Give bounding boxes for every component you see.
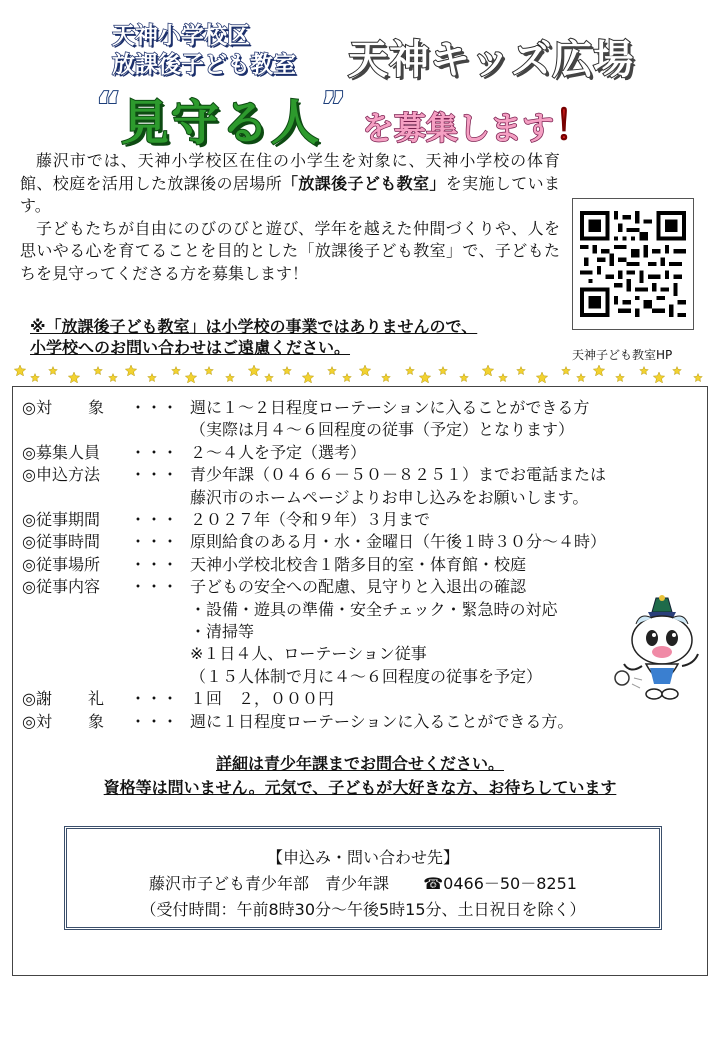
star-icon: [439, 367, 448, 375]
star-icon: [94, 367, 103, 375]
detail-row-reward: [22, 688, 702, 710]
main-headline: [96, 84, 656, 150]
qr-code[interactable]: [572, 198, 694, 330]
detail-value: 子どもの安全への配慮、見守りと入退出の確認: [190, 577, 527, 597]
detail-label: ◎従事時間: [22, 532, 100, 552]
closing-line-2: 資格等は問いません。元気で、子どもが大好きな方、お待ちしています: [103, 778, 617, 797]
detail-separator: ・・・: [130, 510, 179, 530]
detail-value: 原則給食のある月・水・金曜日（午後１時３０分～４時）: [190, 532, 607, 552]
star-icon: [406, 367, 415, 375]
star-icon: [172, 367, 181, 375]
contact-title: 【申込み・問い合わせ先】: [266, 848, 459, 867]
quote-close: ”: [321, 84, 346, 128]
detail-separator: ・・・: [130, 711, 179, 731]
detail-value: 週に１日程度ローテーションに入ることができる方。: [190, 711, 574, 731]
star-icon: [673, 367, 682, 375]
detail-value: ２～４人を予定（選考）: [190, 442, 367, 462]
star-icon: [359, 365, 370, 376]
header-area-label: [112, 22, 344, 80]
star-icon: [653, 372, 664, 383]
closing-line-1: 詳細は青少年課までお問合せください。: [215, 754, 504, 773]
contact-org-line: [67, 871, 659, 897]
stars-divider: [12, 362, 708, 388]
contact-org: 藤沢市子ども青少年部 青少年課: [149, 874, 390, 893]
star-icon: [148, 374, 157, 382]
detail-value: １回 ２，０００円: [190, 689, 335, 709]
headline-text: 見守る人: [120, 95, 321, 151]
detail-separator: ・・・: [130, 442, 179, 462]
recruit-text: を募集します: [361, 109, 554, 147]
star-icon: [302, 372, 313, 383]
star-icon: [499, 374, 508, 382]
detail-label: ◎募集人員: [22, 442, 100, 462]
star-icon: [49, 367, 58, 375]
star-icon: [283, 367, 292, 375]
star-icon: [226, 374, 235, 382]
detail-label: ◎従事期間: [22, 510, 100, 530]
star-icon: [616, 374, 625, 382]
detail-sub: （実際は月４～６回程度の従事（予定）となります）: [190, 420, 575, 440]
recruitment-details: [22, 397, 702, 733]
contact-hours: （受付時間：午前8時30分～午後5時15分、土日祝日を除く）: [140, 900, 586, 919]
notice-text: [30, 316, 570, 358]
star-icon: [460, 374, 469, 382]
star-icon: [328, 367, 337, 375]
detail-row-target: [22, 397, 702, 419]
detail-separator: ・・・: [130, 554, 179, 574]
detail-label: ◎従事内容: [22, 577, 100, 597]
qr-caption: 天神子ども教室HP: [572, 348, 673, 362]
phone-icon: ☎: [423, 874, 444, 893]
star-icon: [31, 374, 40, 382]
detail-value: 週に１～２日程度ローテーションに入ることができる方: [190, 398, 590, 417]
detail-row-apply: [22, 464, 702, 486]
contact-phone[interactable]: 0466－50－8251: [443, 874, 577, 893]
header-line2: 放課後子ども教室: [112, 52, 296, 78]
detail-row-people: [22, 442, 702, 464]
program-name: 天神キッズ広場: [348, 37, 635, 83]
detail-label: ◎対 象: [22, 398, 104, 417]
detail-row-target-2: [22, 711, 702, 733]
star-icon: [205, 367, 214, 375]
contact-box: [64, 826, 662, 930]
star-icon: [14, 365, 25, 376]
star-icon: [109, 374, 118, 382]
detail-row-period: [22, 509, 702, 531]
star-icon: [536, 372, 547, 383]
star-icon: [577, 374, 586, 382]
notice-line-1: ※「放課後子ども教室」は小学校の事業ではありませんので、: [30, 317, 478, 336]
detail-sub: （１５人体制で月に４～６回程度の従事を予定）: [190, 666, 543, 686]
detail-sub: 藤沢市のホームページよりお申し込みをお願いします。: [190, 487, 589, 507]
star-icon: [343, 374, 352, 382]
mascot-illustration: [612, 594, 712, 704]
detail-label: ◎謝 礼: [22, 689, 104, 709]
detail-row-place: [22, 554, 702, 576]
star-icon: [68, 372, 79, 383]
detail-label: ◎申込方法: [22, 465, 100, 485]
star-icon: [640, 367, 649, 375]
detail-sub: ※１日４人、ローテーション従事: [190, 644, 427, 664]
detail-separator: ・・・: [130, 532, 179, 552]
closing-message: [12, 752, 708, 800]
star-icon: [593, 365, 604, 376]
detail-sub: ・清掃等: [190, 622, 255, 642]
star-icon: [419, 372, 430, 383]
detail-separator: ・・・: [130, 465, 179, 485]
star-icon: [382, 374, 391, 382]
intro-paragraph-2: 子どもたちが自由にのびのびと遊び、学年を越えた仲間づくりや、人を思いやる心を育てることを目的とした「放課後子ども教室」で、子どもたちを見守ってくださる方を募集します！: [20, 218, 560, 283]
header-line1: 天神小学校区: [112, 23, 250, 49]
detail-separator: ・・・: [130, 398, 179, 417]
star-icon: [265, 374, 274, 382]
detail-label: ◎従事場所: [22, 554, 100, 574]
star-icon: [125, 365, 136, 376]
detail-row-content: [22, 576, 702, 598]
star-icon: [248, 365, 259, 376]
star-icon: [694, 374, 703, 382]
intro-text: [20, 150, 560, 285]
detail-row-time: [22, 531, 702, 553]
intro-paragraph-1: 藤沢市では、天神小学校区在住の小学生を対象に、天神小学校の体育館、校庭を活用した放課後の居場所「放課後子ども教室」を実施しています。: [20, 151, 560, 215]
detail-separator: ・・・: [130, 689, 179, 709]
star-icon: [562, 367, 571, 375]
qr-code-icon: [580, 209, 686, 319]
exclaim-mark: ！: [554, 103, 594, 149]
detail-value: ２０２７年（令和９年）３月まで: [190, 510, 431, 530]
detail-separator: ・・・: [130, 577, 179, 597]
star-icon: [482, 365, 493, 376]
star-icon: [185, 372, 196, 383]
star-icon: [517, 367, 526, 375]
detail-sub: ・設備・遊具の準備・安全チェック・緊急時の対応: [190, 599, 558, 619]
notice-line-2: 小学校へのお問い合わせはご遠慮ください。: [30, 338, 351, 357]
detail-value: 青少年課（０４６６－５０－８２５１）までお電話または: [190, 465, 607, 485]
detail-value: 天神小学校北校舎１階多目的室・体育館・校庭: [190, 554, 527, 574]
detail-label: ◎対 象: [22, 711, 104, 731]
intro-bold-program: 「放課後子ども教室」: [281, 173, 446, 193]
quote-open: “: [96, 84, 121, 128]
